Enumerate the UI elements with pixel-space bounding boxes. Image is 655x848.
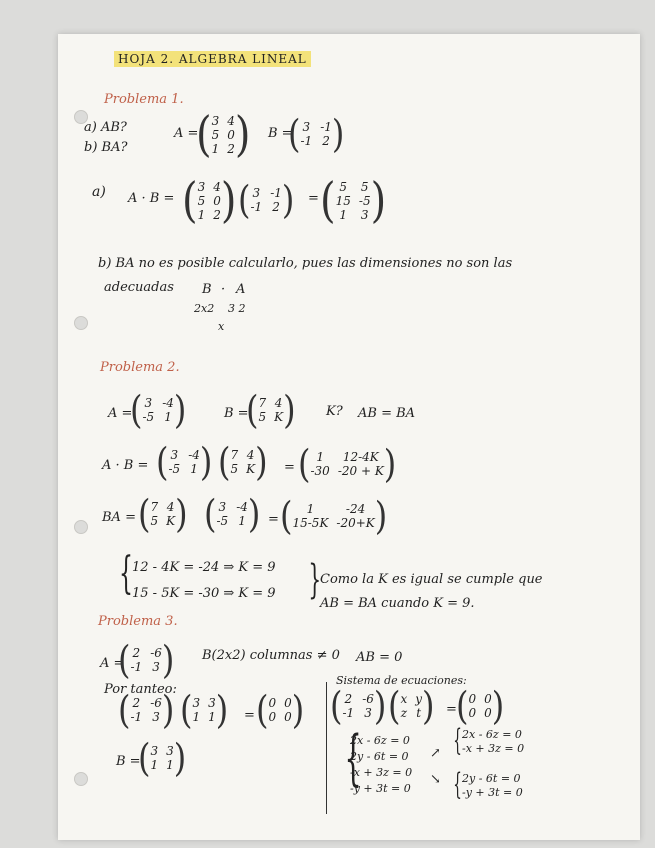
group-1-eq: -x + 3z = 0 — [462, 742, 525, 755]
dims-a-size: 3 2 — [228, 302, 246, 315]
conclusion-line-2: AB = BA cuando K = 9. — [320, 596, 475, 611]
matrix-cell: 7 — [150, 500, 159, 514]
part-b-text-2: adecuadas — [104, 280, 174, 295]
matrix-cell: 7 — [230, 448, 239, 462]
matrix-cell: -1 — [320, 120, 332, 134]
matrix-cell: K — [246, 462, 256, 476]
matrix-cell: 4 — [166, 500, 175, 514]
left-paren: ( — [456, 683, 469, 729]
matrix-b-factor — [138, 491, 188, 537]
dims-a: A — [236, 282, 246, 297]
group-1-brace: { — [453, 723, 462, 758]
matrix-cell: 0 — [268, 710, 277, 724]
matrix-cell: -5 — [358, 194, 371, 208]
matrix-b — [288, 111, 345, 157]
right-paren: ) — [173, 387, 187, 433]
matrix-a — [130, 387, 187, 433]
matrix-a-factor — [204, 491, 261, 537]
matrix-cell: 1 — [238, 514, 246, 528]
group-2-eq: 2y - 6t = 0 — [462, 772, 521, 785]
group-2-eq: -y + 3t = 0 — [462, 786, 523, 799]
left-paren: ( — [138, 735, 151, 781]
left-paren: ( — [246, 387, 259, 433]
split-arrow-up-icon: ↗ — [430, 746, 441, 761]
matrix-cell: z — [400, 706, 408, 720]
matrix-cell: -5 — [168, 462, 181, 476]
matrix-cell: K — [274, 410, 284, 424]
matrix-cell: 1 — [316, 450, 324, 464]
matrix-cell: 2 — [213, 208, 221, 222]
matrix-cell: 2 — [322, 134, 330, 148]
matrix-cell: 7 — [258, 396, 267, 410]
matrix-cell: 2 — [344, 692, 353, 706]
left-paren: ( — [238, 177, 251, 223]
matrix-cell: 3 — [170, 448, 179, 462]
left-paren: ( — [330, 683, 343, 729]
matrix-a-label: A = — [108, 406, 133, 421]
conclusion-line-1: Como la K es igual se cumple que — [320, 572, 543, 587]
right-paren: ) — [220, 173, 237, 229]
matrix-cell: 5 — [230, 462, 239, 476]
binder-hole — [74, 316, 88, 330]
matrix-a — [196, 107, 251, 163]
right-paren: ) — [161, 637, 175, 683]
matrix-cell: 3 — [150, 744, 159, 758]
matrix-cell: 0 — [484, 706, 492, 720]
matrix-cell: 3 — [152, 710, 160, 724]
right-paren: ) — [422, 683, 435, 729]
system-brace: { — [119, 548, 133, 599]
matrix-cell: x — [400, 692, 408, 706]
matrix-cell: -30 — [310, 464, 330, 478]
by-trial-label: Por tanteo: — [104, 682, 177, 697]
matrix-cell: 1 — [211, 142, 220, 156]
right-paren: ) — [331, 111, 345, 157]
question-b: b) BA? — [84, 140, 128, 155]
left-paren: ( — [182, 173, 198, 229]
column-divider — [326, 682, 327, 814]
zero-matrix — [456, 683, 505, 729]
binder-hole — [74, 772, 88, 786]
matrix-cell: -1 — [130, 660, 143, 674]
matrix-cell: 2 — [272, 200, 280, 214]
split-arrow-down-icon: ↘ — [430, 772, 441, 787]
matrix-cell: -4 — [236, 500, 248, 514]
zero-matrix — [256, 687, 305, 733]
problem-1-heading: Problema 1. — [104, 92, 184, 107]
product-ba-expr: BA = — [102, 510, 136, 525]
matrix-cell: 0 — [284, 696, 292, 710]
left-paren: ( — [196, 107, 212, 163]
matrix-cell: 3 — [252, 186, 261, 200]
matrix-b-solution — [138, 735, 187, 781]
matrix-b — [246, 387, 296, 433]
matrix-cell: 5 — [211, 128, 220, 142]
matrix-b-factor — [238, 177, 295, 223]
right-paren: ) — [383, 441, 397, 487]
matrix-cell: 3 — [302, 120, 311, 134]
matrix-a-factor — [182, 173, 237, 229]
matrix-cell: -5 — [142, 410, 155, 424]
matrix-cell: 1 — [166, 758, 174, 772]
notebook-page — [58, 34, 640, 840]
left-paren: ( — [180, 687, 193, 733]
matrix-cell: 2 — [132, 646, 141, 660]
left-paren: ( — [320, 173, 336, 229]
ab-zero-condition: AB = 0 — [356, 650, 403, 665]
system-heading: Sistema de ecuaciones: — [336, 674, 467, 687]
matrix-cell: 0 — [284, 710, 292, 724]
right-paren: ) — [281, 177, 295, 223]
matrix-cell: -1 — [342, 706, 355, 720]
matrix-cell: 1 — [339, 208, 348, 222]
matrix-cell: 3 — [166, 744, 174, 758]
matrix-b-factor — [180, 687, 229, 733]
matrix-cell: 0 — [213, 194, 221, 208]
equation-item: 2y - 6t = 0 — [350, 750, 409, 763]
right-paren: ) — [373, 683, 387, 729]
right-paren: ) — [161, 687, 175, 733]
matrix-cell: 3 — [211, 114, 220, 128]
matrix-cell: y — [415, 692, 423, 706]
matrix-cell: 1 — [192, 710, 201, 724]
matrix-cell: 3 — [364, 706, 372, 720]
matrix-cell: 3 — [218, 500, 227, 514]
matrix-ab-result — [298, 441, 397, 487]
matrix-cell: 2 — [132, 696, 141, 710]
matrix-cell: 0 — [468, 706, 477, 720]
matrix-cell: 3 — [197, 180, 206, 194]
question-a: a) AB? — [84, 120, 127, 135]
matrix-a-factor — [156, 439, 213, 485]
dims-b: B — [202, 282, 212, 297]
left-paren: ( — [204, 491, 217, 537]
equation-item: -y + 3t = 0 — [350, 782, 411, 795]
matrix-cell: 15 — [335, 194, 351, 208]
matrix-cell: 2 — [227, 142, 235, 156]
right-paren: ) — [173, 735, 187, 781]
matrix-cell: 4 — [246, 448, 255, 462]
matrix-cell: 1 — [197, 208, 206, 222]
dims-dot: · — [221, 282, 226, 297]
matrix-cell: -1 — [130, 710, 143, 724]
equation-item: 2x - 6z = 0 — [350, 734, 410, 747]
matrix-b-label: B = — [268, 126, 293, 141]
matrix-cell: t — [416, 706, 422, 720]
matrix-cell: -6 — [150, 696, 162, 710]
matrix-cell: -4 — [162, 396, 174, 410]
matrix-ab-result — [320, 173, 387, 229]
matrix-cell: 1 — [208, 710, 216, 724]
matrix-cell: K — [166, 514, 176, 528]
left-paren: ( — [138, 491, 151, 537]
matrix-cell: 0 — [468, 692, 477, 706]
right-paren: ) — [215, 687, 229, 733]
right-paren: ) — [175, 491, 188, 537]
matrix-cell: -1 — [270, 186, 282, 200]
matrix-cell: 4 — [227, 114, 235, 128]
product-ab-expr: A · B = — [102, 458, 149, 473]
matrix-cell: 5 — [150, 514, 159, 528]
matrix-cell: 5 — [360, 180, 369, 194]
matrix-cell: -4 — [188, 448, 200, 462]
product-ab-expr: A · B = — [128, 191, 175, 206]
right-paren: ) — [491, 683, 505, 729]
matrix-a-label: A = — [100, 656, 125, 671]
matrix-cell: -20+K — [336, 516, 375, 530]
right-paren: ) — [370, 173, 387, 229]
matrix-cell: 0 — [268, 696, 277, 710]
group-1-eq: 2x - 6z = 0 — [462, 728, 522, 741]
right-paren: ) — [234, 107, 251, 163]
matrix-cell: -24 — [345, 502, 366, 516]
problem-3-heading: Problema 3. — [98, 614, 178, 629]
left-paren: ( — [130, 387, 143, 433]
right-paren: ) — [283, 387, 296, 433]
left-paren: ( — [388, 683, 401, 729]
matrix-cell: 0 — [484, 692, 492, 706]
right-paren: ) — [247, 491, 261, 537]
left-paren: ( — [156, 439, 169, 485]
equation-2: 15 - 5K = -30 ⇒ K = 9 — [132, 586, 276, 601]
part-b-text: b) BA no es posible calcularlo, pues las dimensiones no son las — [98, 256, 513, 271]
matrix-a — [118, 637, 175, 683]
matrix-ba-result — [280, 493, 388, 539]
matrix-cell: 3 — [152, 660, 160, 674]
matrix-cell: -5 — [216, 514, 229, 528]
left-paren: ( — [218, 439, 231, 485]
matrix-cell: 1 — [306, 502, 315, 516]
problem-2-heading: Problema 2. — [100, 360, 180, 375]
dims-mismatch-mark: x — [218, 320, 225, 333]
matrix-cell: -20 + K — [337, 464, 384, 478]
equations-brace: { — [344, 723, 362, 793]
unknown-matrix — [388, 683, 435, 729]
matrix-cell: 3 — [144, 396, 153, 410]
left-paren: ( — [288, 111, 301, 157]
left-paren: ( — [280, 493, 293, 539]
matrix-cell: 5 — [339, 180, 348, 194]
matrix-cell: -1 — [300, 134, 313, 148]
matrix-cell: 4 — [213, 180, 221, 194]
matrix-a-label: A = — [174, 126, 199, 141]
right-paren: ) — [291, 687, 305, 733]
matrix-cell: -6 — [150, 646, 162, 660]
equals-sign: = — [284, 460, 295, 475]
matrix-cell: 15-5K — [292, 516, 329, 530]
matrix-cell: 0 — [227, 128, 235, 142]
matrix-cell: 3 — [208, 696, 216, 710]
right-paren: ) — [374, 493, 388, 539]
matrix-cell: -1 — [250, 200, 263, 214]
left-paren: ( — [118, 687, 131, 733]
equals-sign: = — [308, 191, 319, 206]
right-paren: ) — [199, 439, 213, 485]
equals-sign: = — [244, 708, 255, 723]
matrix-cell: 12-4K — [342, 450, 379, 464]
question-k: K? — [326, 404, 343, 419]
equation-1: 12 - 4K = -24 ⇒ K = 9 — [132, 560, 276, 575]
dims-b-size: 2x2 — [194, 302, 215, 315]
equals-sign: = — [446, 702, 457, 717]
matrix-cell: 4 — [274, 396, 283, 410]
binder-hole — [74, 520, 88, 534]
matrix-cell: 5 — [197, 194, 206, 208]
equation-item: -x + 3z = 0 — [350, 766, 413, 779]
matrix-b-factor — [218, 439, 268, 485]
left-paren: ( — [256, 687, 269, 733]
matrix-cell: 1 — [150, 758, 159, 772]
matrix-a-factor — [330, 683, 387, 729]
matrix-cell: 1 — [164, 410, 172, 424]
equals-sign: = — [268, 512, 279, 527]
matrix-b-label: B = — [116, 754, 141, 769]
right-paren: ) — [255, 439, 268, 485]
commutative-condition: AB = BA — [358, 406, 416, 421]
matrix-cell: 1 — [190, 462, 198, 476]
left-paren: ( — [298, 441, 311, 487]
part-a-label: a) — [92, 184, 106, 200]
matrix-cell: 5 — [258, 410, 267, 424]
matrix-cell: -6 — [362, 692, 374, 706]
matrix-cell: 3 — [360, 208, 369, 222]
b-description: B(2x2) columnas ≠ 0 — [202, 648, 340, 663]
matrix-cell: 3 — [192, 696, 201, 710]
conclusion-brace: } — [308, 557, 322, 603]
matrix-b-label: B = — [224, 406, 249, 421]
group-2-brace: { — [453, 767, 462, 802]
left-paren: ( — [118, 637, 131, 683]
page-title: HOJA 2. ALGEBRA LINEAL — [114, 51, 311, 67]
